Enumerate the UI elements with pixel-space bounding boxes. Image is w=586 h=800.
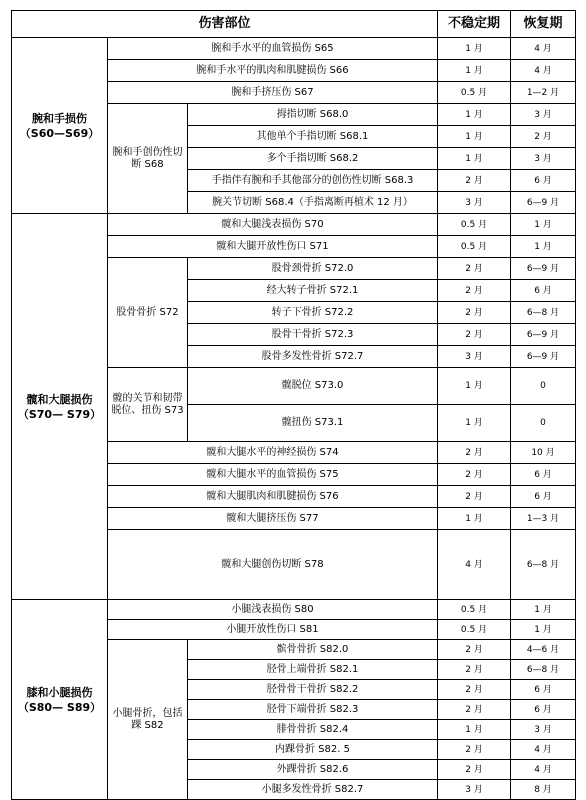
- injury-name: 多个手指切断 S68.2: [188, 148, 438, 170]
- injury-name: 髋和大腿创伤切断 S78: [108, 530, 438, 600]
- injury-name: 外踝骨折 S82.6: [188, 760, 438, 780]
- unstable-period: 2 月: [438, 170, 511, 192]
- unstable-period: 2 月: [438, 324, 511, 346]
- recovery-period: 6 月: [511, 680, 576, 700]
- group-cell: [12, 214, 108, 600]
- recovery-period: 0: [511, 368, 576, 405]
- group-title: 腕和手损伤: [32, 111, 87, 125]
- recovery-period: 1 月: [511, 236, 576, 258]
- injury-name: 髋和大腿挤压伤 S77: [108, 508, 438, 530]
- unstable-period: 1 月: [438, 405, 511, 442]
- recovery-period: 6—9 月: [511, 324, 576, 346]
- header-recovery: 恢复期: [511, 11, 576, 38]
- header-row: [12, 11, 576, 38]
- unstable-period: 0.5 月: [438, 600, 511, 620]
- injury-name: 内踝骨折 S82. 5: [188, 740, 438, 760]
- recovery-period: 6 月: [511, 464, 576, 486]
- recovery-period: 6—9 月: [511, 258, 576, 280]
- recovery-period: 4 月: [511, 740, 576, 760]
- injury-name: 小腿浅表损伤 S80: [108, 600, 438, 620]
- unstable-period: 4 月: [438, 530, 511, 600]
- injury-name: 腕和手挤压伤 S67: [108, 82, 438, 104]
- unstable-period: 2 月: [438, 302, 511, 324]
- recovery-period: 1 月: [511, 600, 576, 620]
- recovery-period: 1—2 月: [511, 82, 576, 104]
- unstable-period: 2 月: [438, 680, 511, 700]
- group-title: 髋和大腿损伤: [26, 392, 93, 406]
- subgroup-cell: 腕和手创伤性切断 S68: [108, 104, 188, 214]
- group-codes: （S80— S89）: [17, 700, 102, 714]
- injury-name: 胫骨骨干骨折 S82.2: [188, 680, 438, 700]
- subgroup-cell: 股骨骨折 S72: [108, 258, 188, 368]
- table-row: [12, 214, 576, 236]
- injury-name: 股骨颈骨折 S72.0: [188, 258, 438, 280]
- unstable-period: 1 月: [438, 148, 511, 170]
- injury-name: 其他单个手指切断 S68.1: [188, 126, 438, 148]
- table-row: [12, 38, 576, 60]
- recovery-period: 4 月: [511, 60, 576, 82]
- recovery-period: 3 月: [511, 104, 576, 126]
- injury-name: 髋和大腿浅表损伤 S70: [108, 214, 438, 236]
- group-cell: [12, 600, 108, 800]
- group-codes: （S60—S69）: [19, 126, 100, 140]
- injury-recovery-table: [11, 10, 576, 800]
- recovery-period: 8 月: [511, 780, 576, 800]
- recovery-period: 1 月: [511, 620, 576, 640]
- unstable-period: 1 月: [438, 368, 511, 405]
- injury-name: 股骨多发性骨折 S72.7: [188, 346, 438, 368]
- unstable-period: 3 月: [438, 192, 511, 214]
- injury-name: 股骨干骨折 S72.3: [188, 324, 438, 346]
- unstable-period: 2 月: [438, 486, 511, 508]
- injury-name: 腓骨骨折 S82.4: [188, 720, 438, 740]
- unstable-period: 2 月: [438, 760, 511, 780]
- header-unstable: 不稳定期: [438, 11, 511, 38]
- injury-name: 髌骨骨折 S82.0: [188, 640, 438, 660]
- unstable-period: 0.5 月: [438, 82, 511, 104]
- recovery-period: 6—9 月: [511, 346, 576, 368]
- unstable-period: 1 月: [438, 60, 511, 82]
- unstable-period: 2 月: [438, 442, 511, 464]
- unstable-period: 1 月: [438, 38, 511, 60]
- recovery-period: 1 月: [511, 214, 576, 236]
- unstable-period: 1 月: [438, 126, 511, 148]
- injury-name: 拇指切断 S68.0: [188, 104, 438, 126]
- injury-name: 髋和大腿水平的血管损伤 S75: [108, 464, 438, 486]
- subgroup-cell: 小腿骨折，包括踝 S82: [108, 640, 188, 800]
- header-injury: 伤害部位: [12, 11, 438, 38]
- unstable-period: 1 月: [438, 104, 511, 126]
- injury-name: 手指伴有腕和手其他部分的创伤性切断 S68.3: [188, 170, 438, 192]
- injury-name: 转子下骨折 S72.2: [188, 302, 438, 324]
- injury-name: 髋扭伤 S73.1: [188, 405, 438, 442]
- recovery-period: 6—8 月: [511, 302, 576, 324]
- unstable-period: 1 月: [438, 720, 511, 740]
- unstable-period: 2 月: [438, 258, 511, 280]
- unstable-period: 2 月: [438, 700, 511, 720]
- group-title: 膝和小腿损伤: [26, 685, 93, 699]
- unstable-period: 0.5 月: [438, 214, 511, 236]
- recovery-period: 3 月: [511, 148, 576, 170]
- subgroup-cell: 髋的关节和韧带脱位、扭伤 S73: [108, 368, 188, 442]
- recovery-period: 3 月: [511, 720, 576, 740]
- recovery-period: 0: [511, 405, 576, 442]
- unstable-period: 2 月: [438, 280, 511, 302]
- injury-name: 髋和大腿肌肉和肌腱损伤 S76: [108, 486, 438, 508]
- unstable-period: 3 月: [438, 780, 511, 800]
- injury-name: 腕和手水平的肌肉和肌腱损伤 S66: [108, 60, 438, 82]
- recovery-period: 6—8 月: [511, 530, 576, 600]
- injury-name: 小腿开放性伤口 S81: [108, 620, 438, 640]
- injury-name: 胫骨上端骨折 S82.1: [188, 660, 438, 680]
- injury-name: 髋脱位 S73.0: [188, 368, 438, 405]
- recovery-period: 6 月: [511, 170, 576, 192]
- unstable-period: 2 月: [438, 740, 511, 760]
- unstable-period: 2 月: [438, 660, 511, 680]
- unstable-period: 3 月: [438, 346, 511, 368]
- injury-name: 髋和大腿开放性伤口 S71: [108, 236, 438, 258]
- unstable-period: 2 月: [438, 640, 511, 660]
- recovery-period: 6—8 月: [511, 660, 576, 680]
- unstable-period: 2 月: [438, 464, 511, 486]
- unstable-period: 1 月: [438, 508, 511, 530]
- recovery-period: 2 月: [511, 126, 576, 148]
- unstable-period: 0.5 月: [438, 620, 511, 640]
- group-codes: （S70— S79）: [17, 407, 102, 421]
- recovery-period: 4 月: [511, 760, 576, 780]
- injury-name: 髋和大腿水平的神经损伤 S74: [108, 442, 438, 464]
- recovery-period: 6 月: [511, 280, 576, 302]
- injury-name: 小腿多发性骨折 S82.7: [188, 780, 438, 800]
- recovery-period: 1—3 月: [511, 508, 576, 530]
- recovery-period: 4 月: [511, 38, 576, 60]
- recovery-period: 6—9 月: [511, 192, 576, 214]
- group-cell: [12, 38, 108, 214]
- recovery-period: 6 月: [511, 486, 576, 508]
- recovery-period: 6 月: [511, 700, 576, 720]
- injury-name: 经大转子骨折 S72.1: [188, 280, 438, 302]
- recovery-period: 10 月: [511, 442, 576, 464]
- table-row: [12, 600, 576, 620]
- unstable-period: 0.5 月: [438, 236, 511, 258]
- injury-name: 腕关节切断 S68.4（手指离断再植术 12 月）: [188, 192, 438, 214]
- recovery-period: 4—6 月: [511, 640, 576, 660]
- injury-name: 腕和手水平的血管损伤 S65: [108, 38, 438, 60]
- injury-name: 胫骨下端骨折 S82.3: [188, 700, 438, 720]
